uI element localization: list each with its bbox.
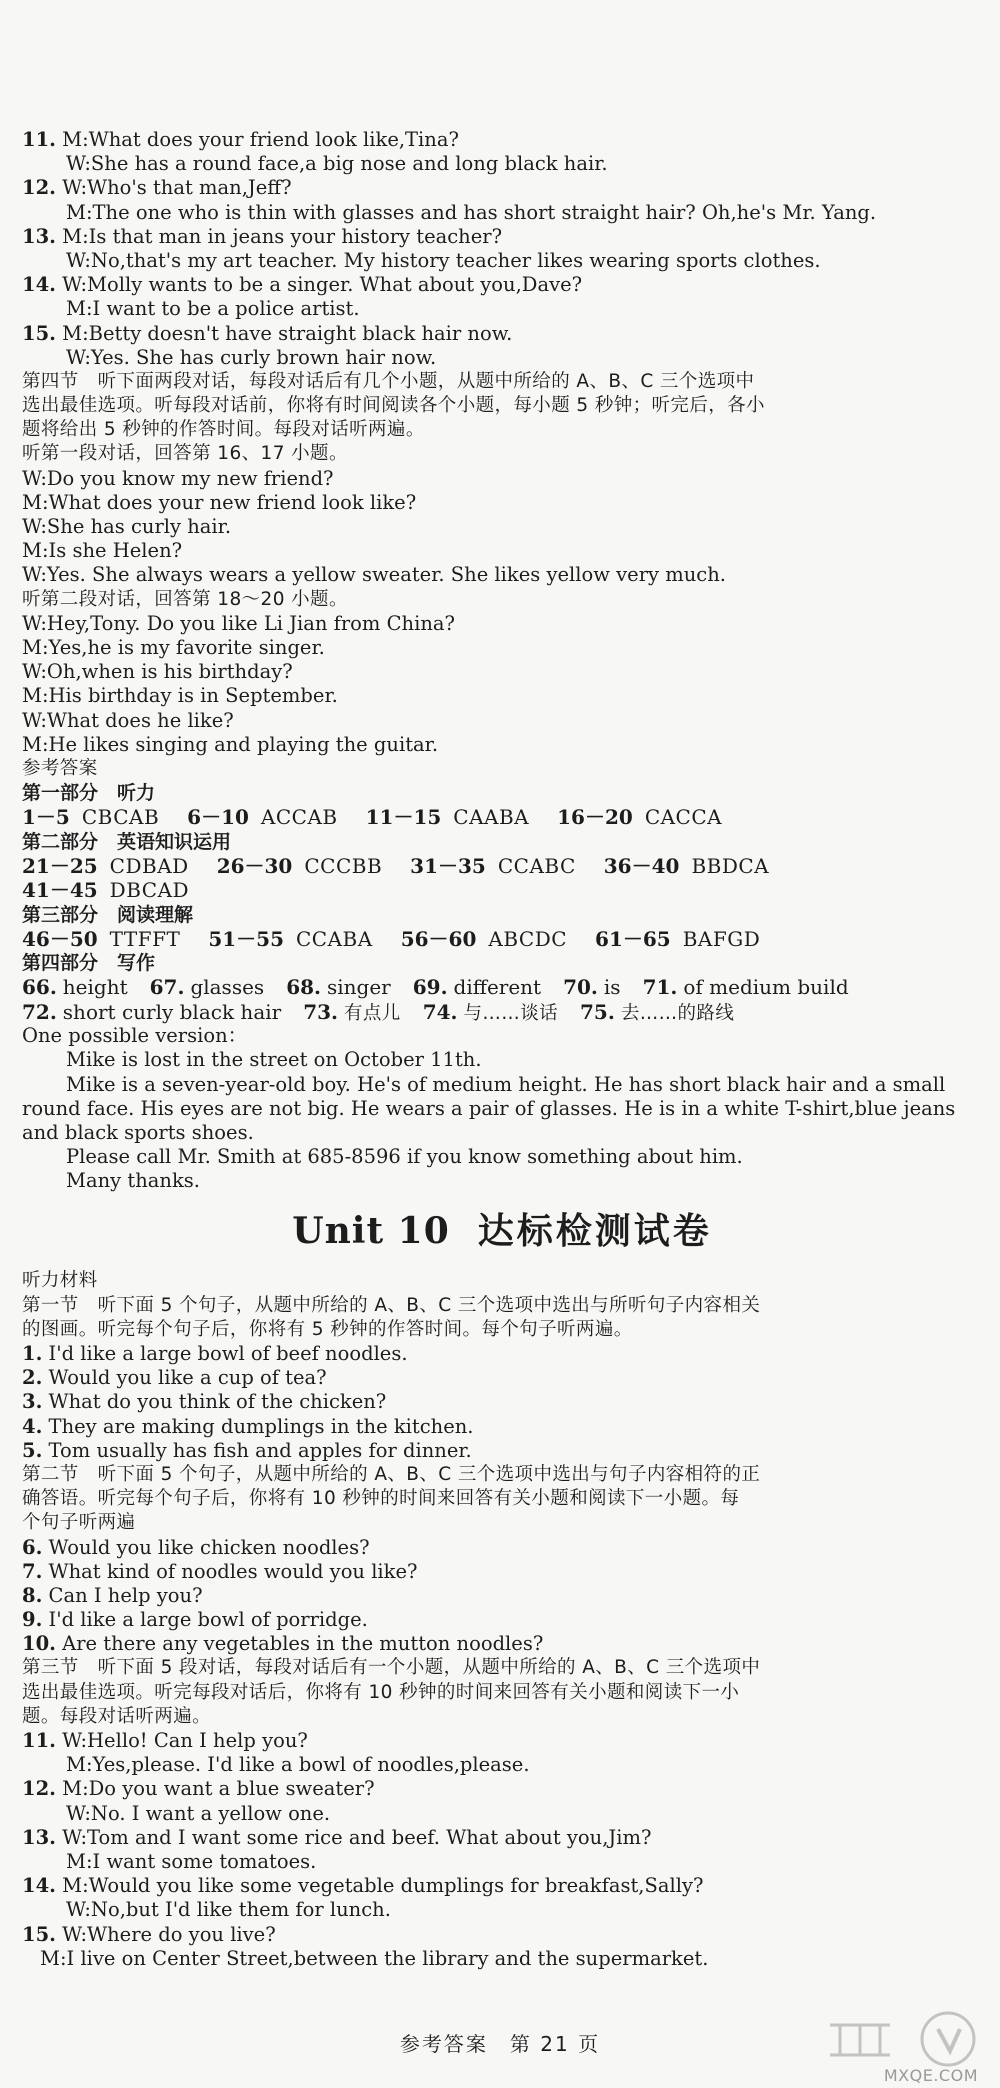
- dialogue-line: [22, 684, 982, 708]
- dialogue-line: [22, 709, 982, 733]
- unit-title: [22, 1203, 982, 1254]
- dialog-intro: 听第二段对话，回答第 18～20 小题。: [22, 588, 348, 610]
- line-text: W:Do you know my new friend?: [22, 466, 334, 490]
- answer-group: [208, 927, 372, 951]
- answer-group: [217, 854, 382, 878]
- answer-group: [410, 854, 576, 878]
- answer-text: short curly black hair: [62, 999, 282, 1024]
- line-text: M:I want to be a police artist.: [66, 297, 360, 321]
- question-number: 4.: [22, 1414, 43, 1438]
- question-number: 10.: [22, 1632, 56, 1656]
- answer-value: DBCAD: [109, 878, 190, 903]
- sentence-item: [22, 1560, 982, 1584]
- dialogue-line: [22, 491, 982, 515]
- question-number: 6.: [22, 1535, 43, 1559]
- line-text: M:I live on Center Street,between the library and the supermarket.: [40, 1946, 709, 1970]
- line-text: One possible version：: [22, 1024, 248, 1048]
- writing-answer-row: [22, 975, 982, 999]
- instruction-line: 题将给出 5 秒钟的作答时间。每段对话听两遍。: [22, 419, 425, 441]
- answer-value: CCABA: [296, 926, 373, 951]
- writing-answer: [563, 975, 620, 999]
- line-text: M:His birthday is in September.: [22, 684, 338, 708]
- answer-group: [22, 878, 189, 902]
- dialogue-line: [22, 636, 982, 660]
- line-text: Are there any vegetables in the mutton noodles?: [55, 1632, 544, 1656]
- dialogue-line: [22, 322, 982, 346]
- line-text: Can I help you?: [42, 1583, 203, 1607]
- answer-group: [557, 805, 722, 829]
- instruction-line: 选出最佳选项。听每段对话前，你将有时间阅读各个小题，每小题 5 秒钟；听完后，各小: [22, 395, 765, 417]
- line-text: W:No. I want a yellow one.: [66, 1801, 331, 1825]
- answer-range: 41－45: [22, 878, 98, 903]
- question-number: 66.: [22, 975, 57, 1000]
- line-text: Tom usually has fish and apples for dinner.: [42, 1438, 472, 1462]
- answer-value: TTFFT: [109, 926, 181, 951]
- instruction-line: 第二节 听下面 5 个句子，从题中所给的 A、B、C 三个选项中选出与句子内容相符的正: [22, 1463, 761, 1485]
- instruction-line: 的图画。听完每个句子后，你将有 5 秒钟的作答时间。每个句子听两遍。: [22, 1318, 633, 1340]
- answer-group: [187, 805, 337, 829]
- dialogue-line: [22, 1777, 982, 1801]
- answer-row: [22, 854, 982, 878]
- instruction-line: 第三节 听下面 5 段对话，每段对话后有一个小题，从题中所给的 A、B、C 三个选项中: [22, 1657, 761, 1679]
- question-number: 1.: [22, 1342, 43, 1366]
- answer-range: 16－20: [557, 805, 633, 830]
- writing-answer: [423, 1000, 558, 1026]
- possible-version-label: [22, 1024, 982, 1048]
- answer-value: ACCAB: [260, 805, 338, 830]
- question-number: 72.: [22, 999, 57, 1024]
- part-title: 第二部分 英语知识运用: [22, 830, 232, 853]
- answer-range: 1－5: [22, 805, 70, 830]
- question-number: 2.: [22, 1366, 43, 1390]
- dialogue-line: [22, 733, 982, 757]
- dialogue-line: [22, 1947, 982, 1971]
- unit-number: Unit 10: [292, 1210, 450, 1253]
- line-text: W:What does he like?: [22, 708, 234, 732]
- dialogue-line: [22, 152, 982, 176]
- watermark-text: MXQE.COM: [883, 2066, 978, 2085]
- line-text: W:Hey,Tony. Do you like Li Jian from China?: [22, 611, 455, 635]
- line-text: Please call Mr. Smith at 685-8596 if you know something about him.: [66, 1145, 743, 1169]
- listening-heading: 听力材料: [22, 1270, 98, 1292]
- dialogue-line: [22, 1729, 982, 1753]
- answer-text: 有点儿: [344, 1002, 401, 1024]
- dialogue-line: [22, 249, 982, 273]
- answer-range: 31－35: [410, 853, 486, 878]
- answer-text: is: [603, 975, 621, 1000]
- sentence-item: [22, 1415, 982, 1439]
- answer-value: CACCA: [644, 805, 723, 830]
- dialogue-line: [22, 1753, 982, 1777]
- sentence-item: [22, 1584, 982, 1608]
- part-title: 第四部分 写作: [22, 952, 156, 975]
- answer-value: CDBAD: [109, 853, 189, 878]
- question-number: 15.: [22, 1922, 56, 1946]
- answer-group: [22, 854, 189, 878]
- question-number: 3.: [22, 1390, 43, 1414]
- question-number: 5.: [22, 1438, 43, 1462]
- line-text: M:Is that man in jeans your history teacher?: [55, 224, 503, 248]
- question-number: 14.: [22, 273, 56, 297]
- question-number: 8.: [22, 1583, 43, 1607]
- dialog-intro: 听第一段对话，回答第 16、17 小题。: [22, 443, 348, 465]
- answer-group: [604, 854, 769, 878]
- dialogue-line: [22, 128, 982, 152]
- sentence-item: [22, 1390, 982, 1414]
- question-number: 73.: [303, 999, 338, 1024]
- line-text: M:Is she Helen?: [22, 539, 183, 563]
- question-number: 70.: [563, 975, 598, 1000]
- line-text: W:Hello! Can I help you?: [55, 1729, 308, 1753]
- answer-value: BAFGD: [682, 926, 761, 951]
- answer-value: BBDCA: [691, 853, 770, 878]
- line-text: W:Yes. She has curly brown hair now.: [66, 345, 437, 369]
- dialogue-line: [22, 539, 982, 563]
- page-footer: 参考答案 第 21 页: [399, 2032, 601, 2056]
- writing-answer: [413, 975, 541, 999]
- sentence-item: [22, 1439, 982, 1463]
- unit-name: 达标检测试卷: [477, 1211, 712, 1253]
- answer-text: 与……谈话: [463, 1002, 559, 1024]
- answer-range: 51－55: [208, 926, 284, 951]
- line-text: Would you like a cup of tea?: [42, 1366, 327, 1390]
- writing-answer-row: [22, 1000, 982, 1024]
- dialogue-line: [22, 225, 982, 249]
- instruction-line: 个句子听两遍: [22, 1512, 136, 1534]
- writing-answer: [580, 1000, 734, 1026]
- writing-answer: [286, 975, 391, 999]
- essay-line: [22, 1121, 982, 1145]
- answer-heading: 参考答案: [22, 757, 98, 779]
- line-text: I'd like a large bowl of beef noodles.: [42, 1342, 408, 1366]
- dialogue-line: [22, 346, 982, 370]
- line-text: W:She has curly hair.: [22, 515, 232, 538]
- dialogue-line: [22, 1923, 982, 1947]
- answer-value: CCCBB: [304, 853, 383, 878]
- line-text: W:Who's that man,Jeff?: [55, 176, 292, 200]
- answer-row: [22, 805, 982, 829]
- writing-answer: [22, 1000, 281, 1024]
- line-text: M:Do you want a blue sweater?: [55, 1777, 375, 1801]
- line-text: Would you like chicken noodles?: [42, 1535, 370, 1559]
- line-text: M:What does your new friend look like?: [22, 490, 417, 514]
- sentence-item: [22, 1608, 982, 1632]
- question-number: 71.: [642, 975, 678, 1000]
- dialogue-line: [22, 515, 982, 539]
- sentence-item: [22, 1536, 982, 1560]
- answer-group: [595, 927, 760, 951]
- line-text: W:Oh,when is his birthday?: [22, 660, 293, 684]
- answer-range: 6－10: [187, 805, 249, 830]
- answer-text: of medium build: [683, 975, 849, 1000]
- question-number: 9.: [22, 1608, 43, 1632]
- answer-value: CAABA: [453, 805, 530, 830]
- unit-title-block: [22, 1193, 982, 1269]
- line-text: M:The one who is thin with glasses and has short straight hair? Oh,he's Mr. Yang.: [66, 200, 877, 224]
- line-text: M:I want some tomatoes.: [66, 1849, 317, 1873]
- line-text: W:Tom and I want some rice and beef. What about you,Jim?: [55, 1825, 652, 1849]
- dialogue-line: [22, 1850, 982, 1874]
- line-text: M:Yes,please. I'd like a bowl of noodles,please.: [66, 1753, 530, 1777]
- answer-range: 11－15: [365, 805, 442, 830]
- dialogue-line: [22, 176, 982, 200]
- question-number: 11.: [22, 128, 56, 151]
- answer-row: [22, 927, 982, 951]
- instruction-line: 第四节 听下面两段对话，每段对话后有几个小题，从题中所给的 A、B、C 三个选项中: [22, 370, 755, 392]
- line-text: W:Yes. She always wears a yellow sweater. She likes yellow very much.: [22, 563, 726, 587]
- line-text: Mike is a seven-year-old boy. He's of medium height. He has short black hair and a small: [66, 1072, 946, 1096]
- question-number: 12.: [22, 176, 56, 200]
- line-text: M:He likes singing and playing the guitar.: [22, 732, 439, 756]
- question-number: 14.: [22, 1874, 56, 1898]
- question-number: 11.: [22, 1729, 56, 1753]
- sentence-item: [22, 1342, 982, 1366]
- dialogue-line: [22, 1898, 982, 1922]
- instruction-line: 确答语。听完每个句子后，你将有 10 秒钟的时间来回答有关小题和阅读下一小题。每: [22, 1488, 740, 1510]
- sentence-item: [22, 1632, 982, 1656]
- question-number: 69.: [412, 975, 448, 1000]
- line-text: M:What does your friend look like,Tina?: [55, 128, 459, 151]
- dialogue-line: [22, 297, 982, 321]
- instruction-line: 题。每段对话听两遍。: [22, 1705, 212, 1727]
- dialogue-line: [22, 1802, 982, 1826]
- answer-range: 61－65: [595, 926, 671, 951]
- question-number: 13.: [22, 1825, 56, 1849]
- dialogue-line: [22, 563, 982, 587]
- dialogue-line: [22, 1826, 982, 1850]
- answer-group: [22, 927, 180, 951]
- answer-range: 26－30: [216, 853, 293, 878]
- question-number: 7.: [22, 1559, 43, 1583]
- answer-range: 56－60: [400, 926, 477, 951]
- answer-value: ABCDC: [488, 926, 568, 951]
- essay-line: [22, 1145, 982, 1169]
- writing-answer: [22, 975, 128, 999]
- line-text: W:Where do you live?: [55, 1922, 276, 1946]
- answer-text: glasses: [190, 975, 265, 1000]
- question-number: 74.: [422, 999, 458, 1024]
- answer-range: 46－50: [22, 926, 98, 951]
- answer-group: [401, 927, 567, 951]
- answer-text: height: [62, 975, 128, 1000]
- answer-text: 去……的路线: [620, 1002, 735, 1024]
- question-number: 68.: [286, 975, 321, 1000]
- answer-text: singer: [326, 975, 391, 1000]
- part-title: 第三部分 阅读理解: [22, 903, 194, 926]
- line-text: round face. His eyes are not big. He wears a pair of glasses. He is in a white T-shirt,blue jeans: [22, 1096, 956, 1120]
- page-content: [22, 128, 982, 1971]
- line-text: W:No,that's my art teacher. My history teacher likes wearing sports clothes.: [66, 248, 821, 272]
- answer-range: 21－25: [22, 853, 98, 878]
- line-text: They are making dumplings in the kitchen.: [42, 1414, 474, 1438]
- question-number: 15.: [22, 321, 56, 345]
- line-text: M:Would you like some vegetable dumplings for breakfast,Sally?: [55, 1874, 704, 1898]
- line-text: Mike is lost in the street on October 11th.: [66, 1048, 482, 1072]
- question-number: 13.: [22, 224, 56, 248]
- question-number: 12.: [22, 1777, 56, 1801]
- essay-line: [22, 1073, 982, 1097]
- line-text: W:Molly wants to be a singer. What about you,Dave?: [55, 273, 583, 297]
- writing-answer: [303, 1000, 401, 1026]
- essay-line: [22, 1169, 982, 1193]
- essay-line: [22, 1097, 982, 1121]
- part-title: 第一部分 听力: [22, 782, 156, 805]
- dialogue-line: [22, 612, 982, 636]
- dialogue-line: [22, 273, 982, 297]
- instruction-line: 第一节 听下面 5 个句子，从题中所给的 A、B、C 三个选项中选出与所听句子内容相关: [22, 1294, 761, 1316]
- line-text: and black sports shoes.: [22, 1120, 254, 1144]
- line-text: W:She has a round face,a big nose and long black hair.: [66, 152, 608, 176]
- dialogue-line: [22, 660, 982, 684]
- writing-answer: [150, 975, 265, 999]
- instruction-line: 选出最佳选项。听完每段对话后，你将有 10 秒钟的时间来回答有关小题和阅读下一小: [22, 1681, 740, 1703]
- line-text: What kind of noodles would you like?: [42, 1559, 418, 1583]
- line-text: What do you think of the chicken?: [42, 1390, 387, 1414]
- line-text: M:Yes,he is my favorite singer.: [22, 635, 325, 659]
- dialogue-line: [22, 1874, 982, 1898]
- line-text: Many thanks.: [66, 1169, 200, 1193]
- line-text: I'd like a large bowl of porridge.: [42, 1608, 368, 1632]
- answer-value: CCABC: [497, 853, 576, 878]
- answer-row: [22, 878, 982, 902]
- answer-group: [366, 805, 530, 829]
- line-text: W:No,but I'd like them for lunch.: [66, 1898, 391, 1922]
- answer-value: CBCAB: [81, 805, 160, 830]
- essay-line: [22, 1048, 982, 1072]
- question-number: 75.: [580, 999, 615, 1024]
- question-number: 67.: [149, 975, 185, 1000]
- answer-group: [22, 805, 159, 829]
- dialogue-line: [22, 201, 982, 225]
- writing-answer: [643, 975, 849, 999]
- answer-text: different: [453, 975, 542, 1000]
- answer-range: 36－40: [603, 853, 680, 878]
- sentence-item: [22, 1366, 982, 1390]
- line-text: M:Betty doesn't have straight black hair now.: [55, 321, 513, 345]
- dialogue-line: [22, 467, 982, 491]
